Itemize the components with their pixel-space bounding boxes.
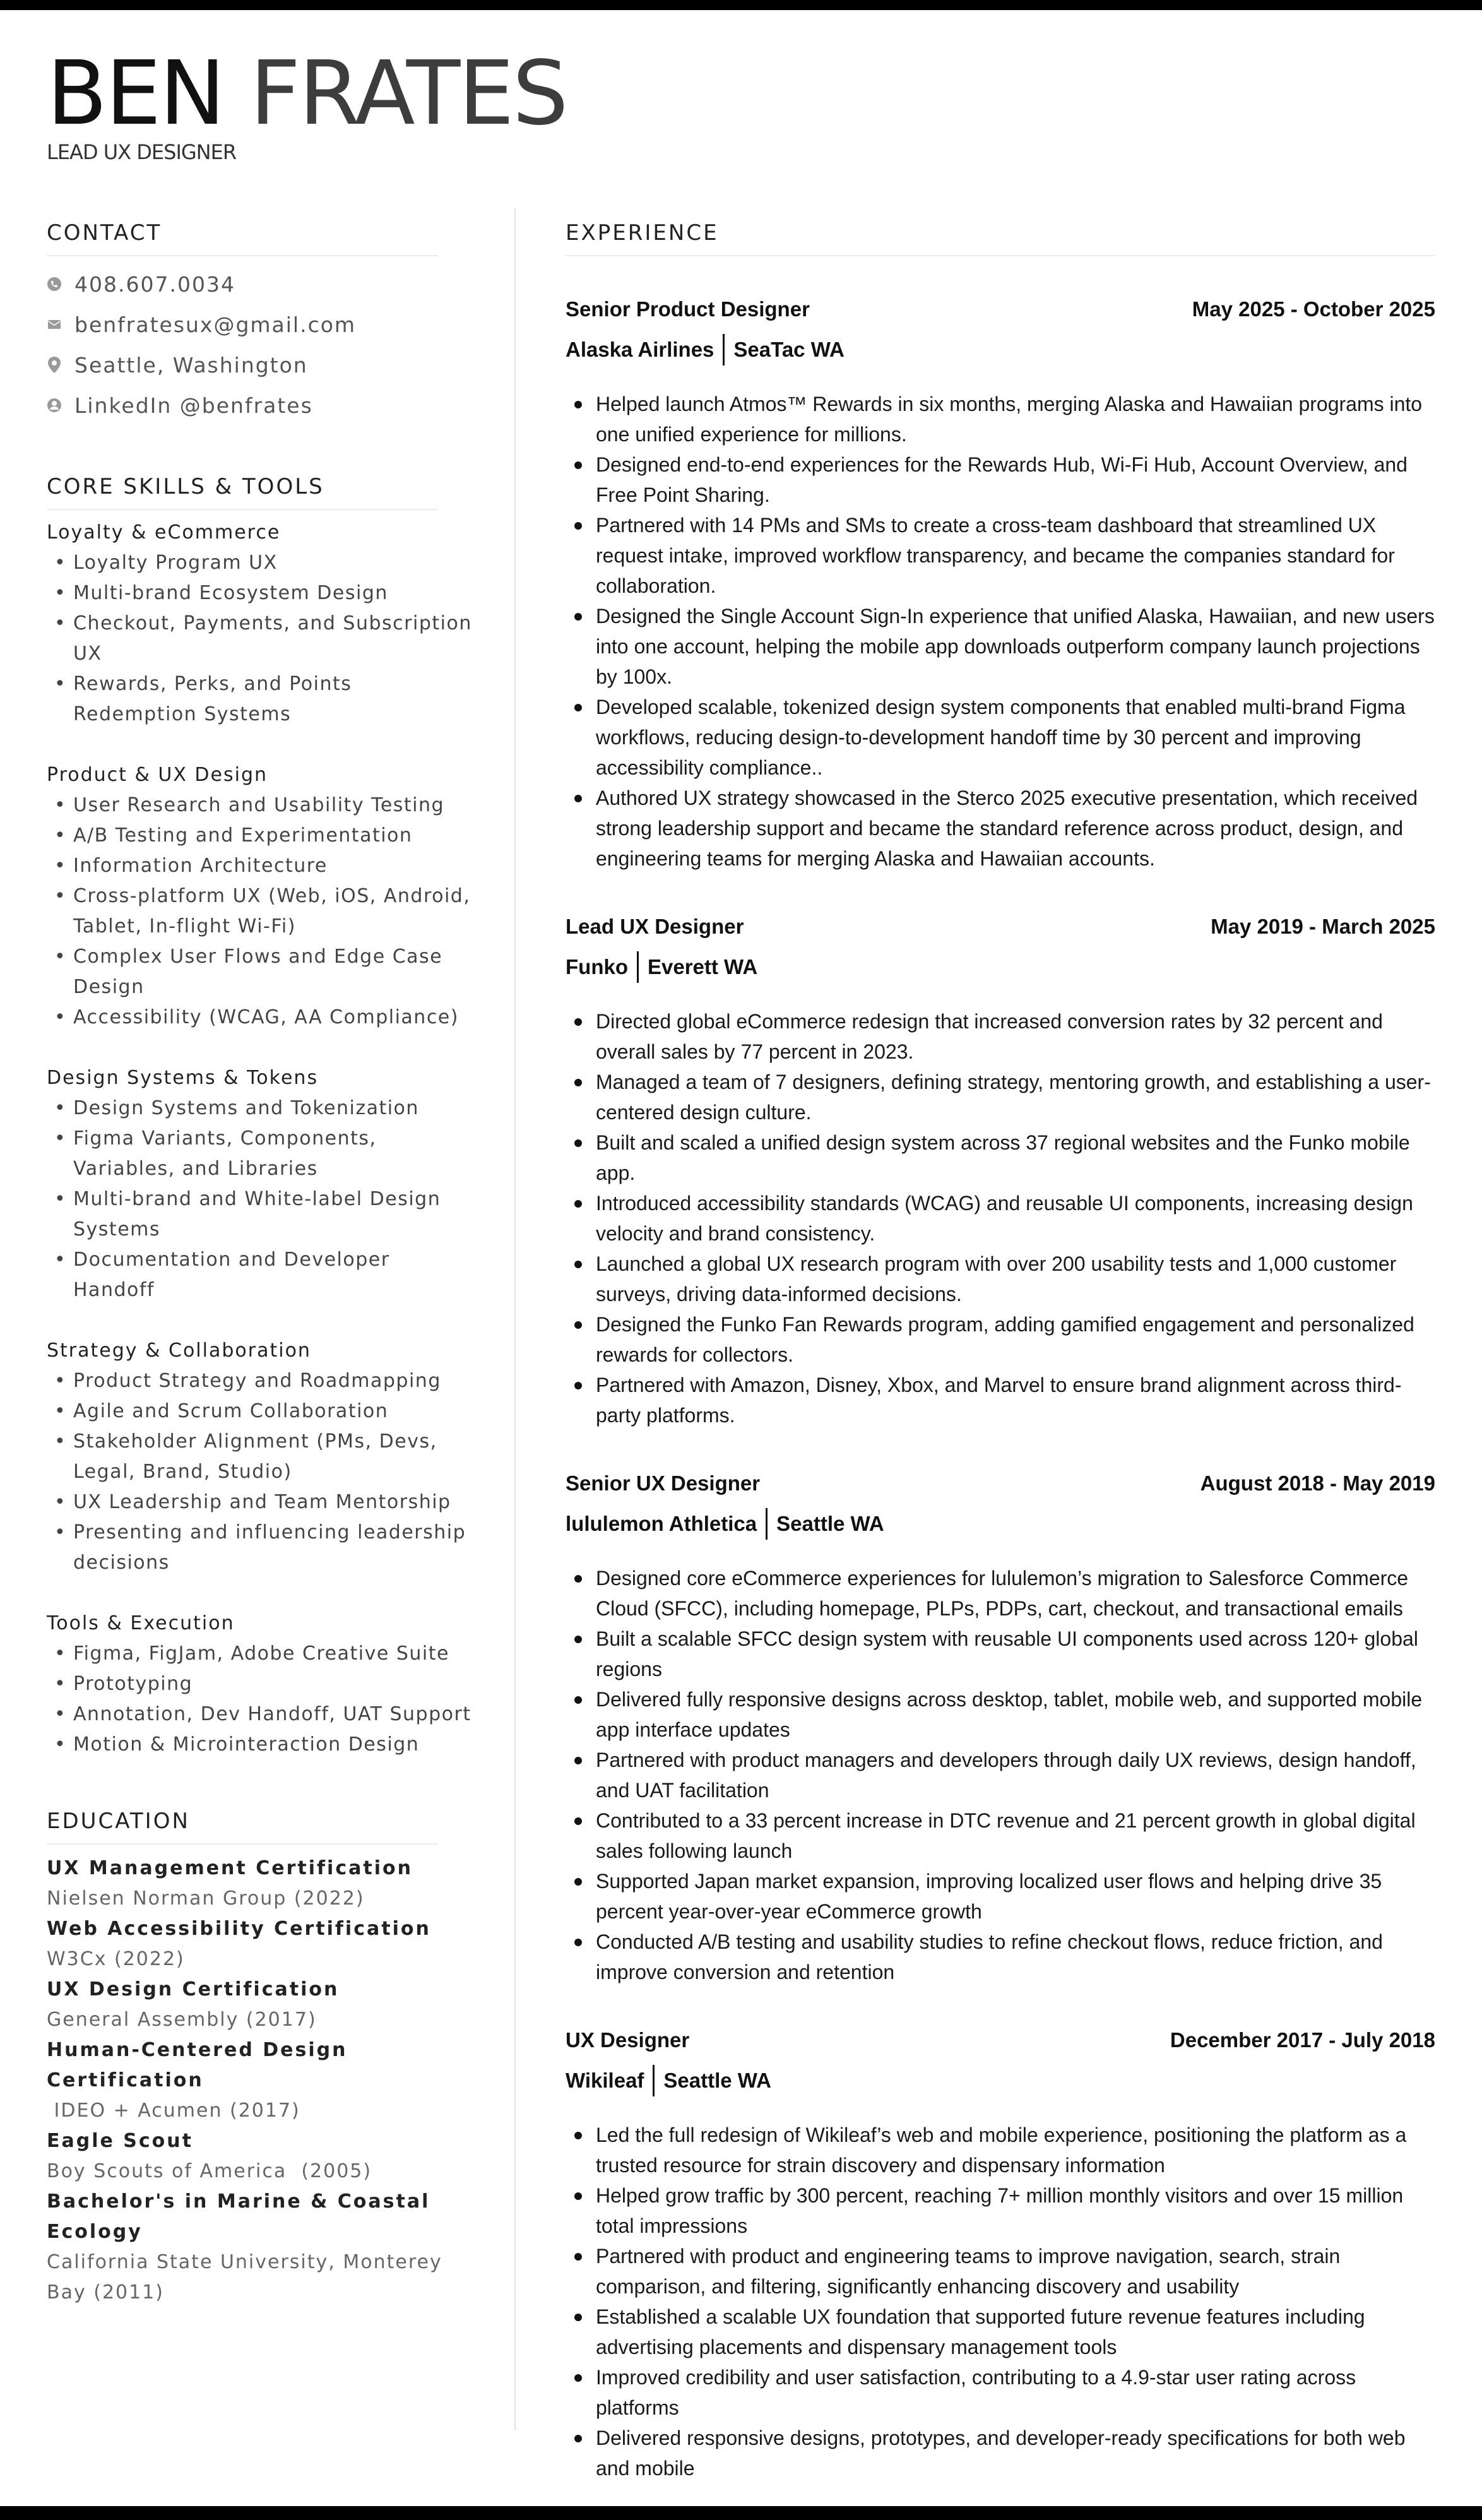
- job-bullet: Led the full redesign of Wikileaf’s web and mobile experience, positioning the platform as a trusted resource for strain discovery and dispensary information: [566, 2120, 1435, 2180]
- job-entry: [566, 289, 1435, 874]
- job-bullet: Partnered with product managers and developers through daily UX reviews, design handoff, and UAT facilitation: [566, 1745, 1435, 1805]
- last-name: FRATES: [249, 42, 567, 145]
- job-company: Funko: [566, 955, 628, 978]
- skill-group-title: Strategy & Collaboration: [47, 1340, 311, 1362]
- job-dates: May 2025 - October 2025: [1192, 297, 1435, 321]
- skill-item: • Design Systems and Tokenization: [47, 1093, 476, 1124]
- job-company-line: [566, 947, 1435, 987]
- job-bullet: Directed global eCommerce redesign that increased conversion rates by 32 percent and overall sales by 77 percent in 2023.: [566, 1006, 1435, 1067]
- skill-item: • Multi-brand and White-label Design Systems: [47, 1184, 476, 1245]
- job-location: Everett WA: [647, 955, 758, 978]
- job-dates: May 2019 - March 2025: [1211, 915, 1435, 938]
- phone-icon: [47, 276, 62, 292]
- education-title: UX Management Certification: [47, 1857, 413, 1879]
- left-column: [47, 212, 476, 2308]
- skill-group: [47, 518, 476, 730]
- education-title: Bachelor's in Marine & Coastal Ecology: [47, 2190, 430, 2243]
- skill-item: • Product Strategy and Roadmapping: [47, 1366, 476, 1396]
- company-separator: [637, 951, 639, 983]
- skill-item: • Figma, FigJam, Adobe Creative Suite: [47, 1639, 476, 1669]
- job-header: [566, 289, 1435, 330]
- first-name: BEN: [47, 42, 224, 145]
- skill-group-title: Loyalty & eCommerce: [47, 521, 281, 544]
- skill-item: • Checkout, Payments, and Subscription UX: [47, 609, 476, 669]
- skill-list: [47, 1093, 476, 1305]
- job-header: [566, 2020, 1435, 2060]
- education-section: [47, 1800, 476, 2308]
- education-heading: EDUCATION: [47, 1800, 438, 1845]
- column-divider: [514, 208, 516, 2430]
- skill-item: • Loyalty Program UX: [47, 548, 476, 578]
- job-bullet: Designed core eCommerce experiences for lululemon’s migration to Salesforce Commerce Cloud (SFCC), including homepage, PLPs, PDPs, cart, checkout, and transactional emails: [566, 1563, 1435, 1624]
- job-entry: [566, 906, 1435, 1430]
- company-separator: [723, 334, 725, 366]
- job-company-line: [566, 330, 1435, 370]
- job-bullet: Helped grow traffic by 300 percent, reaching 7+ million monthly visitors and over 15 million total impressions: [566, 2180, 1435, 2241]
- education-institution: W3Cx (2022): [47, 1948, 185, 1970]
- job-header: [566, 906, 1435, 947]
- job-location: Seattle WA: [776, 1512, 884, 1535]
- candidate-name: [47, 40, 567, 148]
- skill-list: [47, 1366, 476, 1578]
- job-bullet: Partnered with Amazon, Disney, Xbox, and Marvel to ensure brand alignment across third-party platforms.: [566, 1370, 1435, 1430]
- job-title: Senior Product Designer: [566, 297, 810, 321]
- company-separator: [653, 2065, 655, 2096]
- skill-item: • Prototyping: [47, 1669, 476, 1699]
- contact-linkedin-text: LinkedIn @benfrates: [74, 393, 313, 418]
- education-title: UX Design Certification: [47, 1978, 340, 2000]
- job-dates: August 2018 - May 2019: [1200, 1471, 1435, 1495]
- skill-list: [47, 790, 476, 1033]
- contact-list: [47, 264, 476, 425]
- job-headline: LEAD UX DESIGNER: [47, 140, 237, 164]
- job-company: Alaska Airlines: [566, 338, 714, 361]
- skill-item: • Annotation, Dev Handoff, UAT Support: [47, 1699, 476, 1730]
- skill-group: [47, 1336, 476, 1578]
- job-company: lululemon Athletica: [566, 1512, 757, 1535]
- skill-item: • A/B Testing and Experimentation: [47, 821, 476, 851]
- skill-list: [47, 1639, 476, 1760]
- job-title: UX Designer: [566, 2028, 690, 2052]
- experience-heading: EXPERIENCE: [566, 212, 1435, 256]
- job-bullet: Delivered fully responsive designs across desktop, tablet, mobile web, and supported mobile app interface updates: [566, 1684, 1435, 1745]
- job-company-line: [566, 2060, 1435, 2101]
- job-bullet: Improved credibility and user satisfaction, contributing to a 4.9-star user rating across platforms: [566, 2362, 1435, 2423]
- job-bullet: Introduced accessibility standards (WCAG) and reusable UI components, increasing design velocity and brand consistency.: [566, 1188, 1435, 1249]
- education-institution: Boy Scouts of America (2005): [47, 2160, 372, 2182]
- skill-item: • Documentation and Developer Handoff: [47, 1245, 476, 1305]
- skill-group-title: Tools & Execution: [47, 1612, 235, 1634]
- job-bullet: Developed scalable, tokenized design system components that enabled multi-brand Figma workflows, reducing design-to-development handoff time by 30 percent and improving accessibility compliance..: [566, 692, 1435, 783]
- skill-group-title: Product & UX Design: [47, 764, 268, 786]
- education-institution: IDEO + Acumen (2017): [47, 2100, 300, 2122]
- education-institution: California State University, Monterey Bay (2011): [47, 2251, 442, 2303]
- job-bullet: Partnered with 14 PMs and SMs to create a cross-team dashboard that streamlined UX request intake, improved workflow transparency, and became the companies standard for collaboration.: [566, 510, 1435, 601]
- education-list: [47, 1853, 476, 2308]
- skills-heading: CORE SKILLS & TOOLS: [47, 466, 438, 510]
- contact-linkedin[interactable]: [47, 385, 476, 425]
- company-separator: [766, 1508, 768, 1540]
- contact-phone-text: 408.607.0034: [74, 271, 235, 297]
- job-bullet: Supported Japan market expansion, improving localized user flows and helping drive 35 percent year-over-year eCommerce growth: [566, 1866, 1435, 1927]
- job-bullet: Designed end-to-end experiences for the Rewards Hub, Wi-Fi Hub, Account Overview, and Free Point Sharing.: [566, 449, 1435, 510]
- job-bullet: Helped launch Atmos™ Rewards in six months, merging Alaska and Hawaiian programs into one unified experience for millions.: [566, 389, 1435, 449]
- job-location: SeaTac WA: [733, 338, 845, 361]
- job-bullet: Designed the Funko Fan Rewards program, adding gamified engagement and personalized rewards for collectors.: [566, 1309, 1435, 1370]
- job-title: Senior UX Designer: [566, 1471, 761, 1495]
- job-bullets: [566, 2120, 1435, 2483]
- skill-item: • Cross-platform UX (Web, iOS, Android, Tablet, In-flight Wi-Fi): [47, 881, 476, 942]
- mail-icon: [47, 317, 62, 332]
- job-company: Wikileaf: [566, 2069, 644, 2092]
- person-icon: [47, 398, 62, 413]
- contact-location-text: Seattle, Washington: [74, 352, 308, 377]
- job-entry: [566, 2020, 1435, 2483]
- job-bullet: Delivered responsive designs, prototypes, and developer-ready specifications for both web and mobile: [566, 2423, 1435, 2483]
- skill-item: • Motion & Microinteraction Design: [47, 1730, 476, 1760]
- job-bullet: Built a scalable SFCC design system with reusable UI components used across 120+ global regions: [566, 1624, 1435, 1684]
- right-column: [566, 212, 1435, 2483]
- job-bullet: Built and scaled a unified design system across 37 regional websites and the Funko mobile app.: [566, 1127, 1435, 1188]
- skill-group-title: Design Systems & Tokens: [47, 1067, 319, 1089]
- job-bullet: Contributed to a 33 percent increase in DTC revenue and 21 percent growth in global digital sales following launch: [566, 1805, 1435, 1866]
- job-bullet: Designed the Single Account Sign-In experience that unified Alaska, Hawaiian, and new users into one account, helping the mobile app downloads outperform company launch projections by 100x.: [566, 601, 1435, 692]
- skill-group: [47, 1063, 476, 1305]
- job-dates: December 2017 - July 2018: [1170, 2028, 1435, 2052]
- contact-location: [47, 345, 476, 385]
- job-header: [566, 1463, 1435, 1504]
- contact-heading: CONTACT: [47, 212, 438, 256]
- skill-item: • Multi-brand Ecosystem Design: [47, 578, 476, 609]
- job-location: Seattle WA: [663, 2069, 771, 2092]
- location-pin-icon: [47, 357, 62, 372]
- job-entry: [566, 1463, 1435, 1987]
- job-bullet: Established a scalable UX foundation that supported future revenue features including advertising placements and dispensary management tools: [566, 2302, 1435, 2362]
- skill-item: • Complex User Flows and Edge Case Design: [47, 942, 476, 1002]
- skill-item: • Rewards, Perks, and Points Redemption Systems: [47, 669, 476, 730]
- contact-phone[interactable]: [47, 264, 476, 304]
- job-company-line: [566, 1504, 1435, 1544]
- job-title: Lead UX Designer: [566, 915, 744, 938]
- job-bullets: [566, 1563, 1435, 1987]
- skill-item: • User Research and Usability Testing: [47, 790, 476, 821]
- bottom-border: [0, 2506, 1482, 2520]
- job-bullet: Authored UX strategy showcased in the Sterco 2025 executive presentation, which received strong leadership support and became the standard reference across product, design, and engineering teams for merging Alaska and Hawaiian accounts.: [566, 783, 1435, 874]
- top-border: [0, 0, 1482, 10]
- contact-section: [47, 212, 476, 425]
- job-bullet: Managed a team of 7 designers, defining strategy, mentoring growth, and establishing a user-centered design culture.: [566, 1067, 1435, 1127]
- skill-item: • Stakeholder Alignment (PMs, Devs, Legal, Brand, Studio): [47, 1427, 476, 1487]
- education-institution: General Assembly (2017): [47, 2009, 317, 2031]
- job-bullet: Launched a global UX research program with over 200 usability tests and 1,000 customer surveys, driving data-informed decisions.: [566, 1249, 1435, 1309]
- education-title: Eagle Scout: [47, 2130, 193, 2152]
- contact-email[interactable]: [47, 304, 476, 345]
- skill-item: • Accessibility (WCAG, AA Compliance): [47, 1002, 476, 1033]
- skill-item: • Figma Variants, Components, Variables, and Libraries: [47, 1124, 476, 1184]
- skills-section: [47, 466, 476, 1760]
- education-institution: Nielsen Norman Group (2022): [47, 1887, 365, 1910]
- job-bullets: [566, 1006, 1435, 1430]
- education-title: Web Accessibility Certification: [47, 1918, 431, 1940]
- skill-item: • Information Architecture: [47, 851, 476, 881]
- skill-list: [47, 548, 476, 730]
- job-bullets: [566, 389, 1435, 874]
- job-bullet: Partnered with product and engineering teams to improve navigation, search, strain comparison, and filtering, significantly enhancing discovery and usability: [566, 2241, 1435, 2302]
- education-title: Human-Centered Design Certification: [47, 2039, 348, 2091]
- skill-group: [47, 760, 476, 1033]
- skill-item: • Presenting and influencing leadership decisions: [47, 1518, 476, 1578]
- contact-email-text: benfratesux@gmail.com: [74, 312, 357, 337]
- skill-group: [47, 1608, 476, 1760]
- skill-item: • UX Leadership and Team Mentorship: [47, 1487, 476, 1518]
- skill-item: • Agile and Scrum Collaboration: [47, 1396, 476, 1427]
- job-bullet: Conducted A/B testing and usability studies to refine checkout flows, reduce friction, and improve conversion and retention: [566, 1927, 1435, 1987]
